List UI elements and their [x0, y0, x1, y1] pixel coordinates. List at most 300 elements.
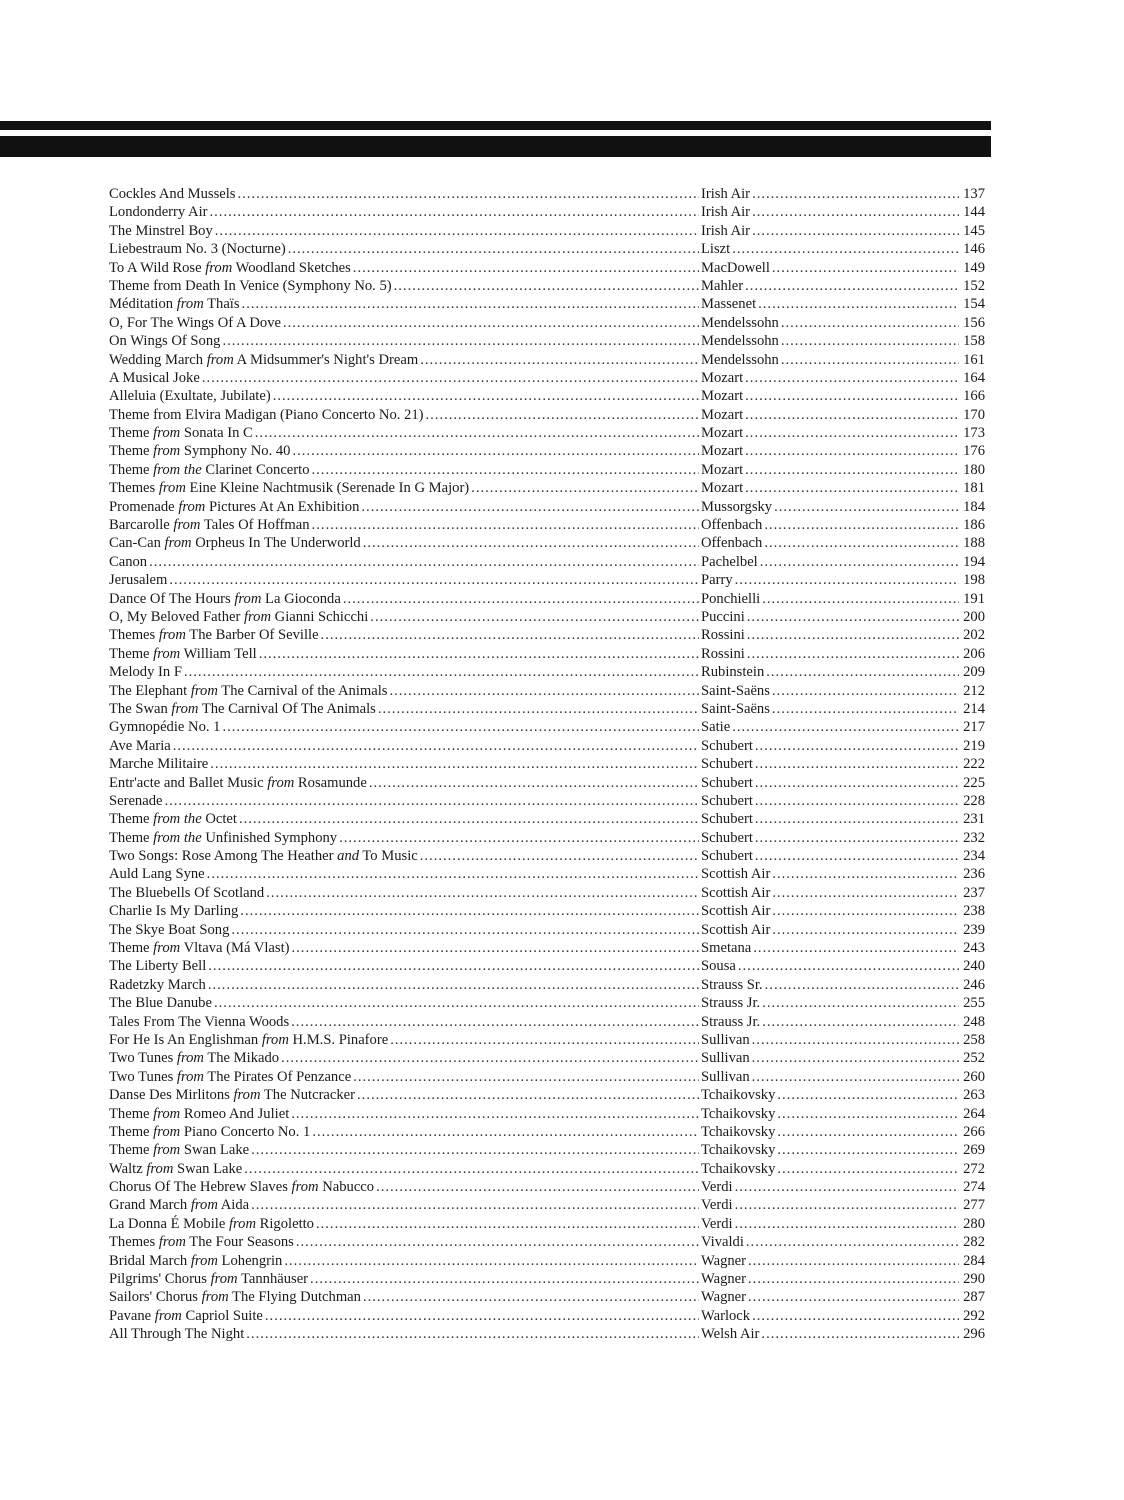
composer-cell [701, 185, 985, 203]
title [109, 1215, 314, 1233]
page-number: 194 [963, 553, 985, 570]
title [109, 755, 208, 773]
page-number: 243 [963, 940, 985, 957]
title-post: Nabucco [318, 1179, 375, 1196]
title-pre: Theme [109, 461, 154, 478]
title-post: Capriol Suite [181, 1307, 263, 1324]
composer-cell [701, 351, 985, 369]
toc-entry [109, 553, 985, 571]
composer-cell [701, 534, 985, 552]
page-number: 225 [963, 774, 985, 791]
composer-cell [701, 240, 985, 258]
composer-cell [701, 571, 985, 589]
title-pre: O, For The Wings Of A Dove [109, 314, 281, 331]
title [109, 1233, 294, 1251]
leader-dots [292, 939, 700, 957]
composer-cell [701, 700, 985, 718]
page-number: 248 [963, 1013, 985, 1030]
composer-cell [701, 1031, 985, 1049]
title-em: from [153, 443, 181, 460]
title [109, 277, 392, 295]
leader-dots [259, 645, 699, 663]
title-cell [109, 921, 701, 939]
title-cell [109, 847, 701, 865]
toc-entry [109, 185, 985, 203]
title-pre: Theme from Death In Venice (Symphony No. 5) [109, 277, 392, 294]
title-pre: Tales From The Vienna Woods [109, 1013, 290, 1030]
title-em: from [153, 940, 181, 957]
title-cell [109, 718, 701, 736]
title-cell [109, 1068, 701, 1086]
title-post: Tales Of Hoffman [200, 517, 310, 534]
leader-dots [766, 663, 959, 681]
leader-dots [284, 1252, 699, 1270]
title-post: La Gioconda [261, 590, 341, 607]
composer-cell [701, 1123, 985, 1141]
composer: Strauss Sr. [701, 976, 763, 993]
title-cell [109, 1196, 701, 1214]
title-cell [109, 277, 701, 295]
page-number: 260 [963, 1068, 985, 1085]
leader-dots [246, 1325, 699, 1343]
composer-cell [701, 663, 985, 681]
page-number: 231 [963, 811, 985, 828]
toc-entry [109, 1049, 985, 1067]
toc-entry [109, 1105, 985, 1123]
title-cell [109, 314, 701, 332]
composer-cell [701, 682, 985, 700]
title-em: from [261, 1031, 289, 1048]
leader-dots [772, 921, 959, 939]
toc-entry [109, 1123, 985, 1141]
title-post: Rigoletto [256, 1215, 314, 1232]
leader-dots [745, 479, 959, 497]
leader-dots [291, 1013, 699, 1031]
title-cell [109, 516, 701, 534]
toc-entry [109, 1178, 985, 1196]
leader-dots [292, 442, 699, 460]
leader-dots [231, 921, 699, 939]
leader-dots [755, 792, 959, 810]
title-cell [109, 1325, 701, 1343]
title-em: from [201, 1289, 229, 1306]
toc-entry [109, 314, 985, 332]
title [109, 865, 205, 883]
title [109, 185, 235, 203]
title-em: from [190, 682, 218, 699]
title-post: A Midsummer's Night's Dream [233, 351, 419, 368]
toc-entry [109, 792, 985, 810]
leader-dots [758, 295, 959, 313]
title [109, 590, 341, 608]
toc-entry [109, 479, 985, 497]
toc-entry [109, 259, 985, 277]
composer: Tchaikovsky [701, 1087, 776, 1104]
page-number: 166 [963, 388, 985, 405]
composer: Tchaikovsky [701, 1160, 776, 1177]
leader-dots [747, 626, 959, 644]
toc-entry [109, 461, 985, 479]
toc-entry [109, 534, 985, 552]
title-pre: Grand March [109, 1197, 191, 1214]
title [109, 921, 229, 939]
composer: Ponchielli [701, 590, 761, 607]
composer: Wagner [701, 1252, 747, 1269]
toc-entry [109, 277, 985, 295]
title [109, 1141, 249, 1159]
page-number: 170 [963, 406, 985, 423]
page-number: 191 [963, 590, 985, 607]
composer: Parry [701, 572, 733, 589]
leader-dots [281, 1049, 699, 1067]
composer-cell [701, 939, 985, 957]
leader-dots [361, 498, 699, 516]
composer: Sullivan [701, 1031, 750, 1048]
title-pre: A Musical Joke [109, 369, 200, 386]
title [109, 498, 359, 516]
title [109, 332, 220, 350]
toc-entry [109, 976, 985, 994]
page-number: 198 [963, 572, 985, 589]
leader-dots [748, 1252, 959, 1270]
composer-cell [701, 884, 985, 902]
leader-dots [772, 884, 959, 902]
title-cell [109, 553, 701, 571]
title-cell [109, 829, 701, 847]
page-number: 146 [963, 241, 985, 258]
leader-dots [214, 994, 699, 1012]
composer: MacDowell [701, 259, 770, 276]
title-em: from the [153, 829, 202, 846]
page-number: 274 [963, 1179, 985, 1196]
title-pre: Themes [109, 480, 159, 497]
title-cell [109, 700, 701, 718]
leader-dots [343, 590, 699, 608]
title-pre: Can-Can [109, 535, 165, 552]
page-number: 176 [963, 443, 985, 460]
composer-cell [701, 369, 985, 387]
toc-entry [109, 774, 985, 792]
composer: Massenet [701, 296, 757, 313]
leader-dots [752, 1049, 959, 1067]
title-em: from [228, 1215, 256, 1232]
page-number: 137 [963, 186, 985, 202]
title-pre: Chorus Of The Hebrew Slaves [109, 1179, 292, 1196]
title [109, 1160, 242, 1178]
composer: Sousa [701, 958, 736, 975]
title-post: The Mikado [203, 1050, 280, 1067]
leader-dots [735, 1215, 959, 1233]
toc-entry [109, 203, 985, 221]
title-post: The Four Seasons [185, 1234, 294, 1251]
title-cell [109, 498, 701, 516]
toc-entry [109, 847, 985, 865]
title-pre: Theme [109, 425, 154, 442]
title [109, 718, 220, 736]
header-rule-thin [0, 121, 991, 130]
composer-cell [701, 755, 985, 773]
composer-cell [701, 553, 985, 571]
title-pre: The Swan [109, 700, 172, 717]
leader-dots [273, 387, 699, 405]
page-number: 144 [963, 204, 985, 221]
composer-cell [701, 1178, 985, 1196]
toc-entry [109, 737, 985, 755]
leader-dots [210, 755, 699, 773]
composer: Scottish Air [701, 866, 771, 883]
composer-cell [701, 957, 985, 975]
leader-dots [752, 1068, 959, 1086]
toc-entry [109, 1233, 985, 1251]
toc-entry [109, 1252, 985, 1270]
page-number: 217 [963, 719, 985, 736]
title-cell [109, 424, 701, 442]
title [109, 1086, 355, 1104]
title-cell [109, 884, 701, 902]
leader-dots [752, 203, 959, 221]
leader-dots [777, 1105, 959, 1123]
leader-dots [747, 608, 959, 626]
toc-entry [109, 829, 985, 847]
leader-dots [781, 351, 959, 369]
composer: Scottish Air [701, 921, 771, 938]
title-em: from [171, 700, 199, 717]
composer: Scottish Air [701, 884, 771, 901]
leader-dots [772, 865, 959, 883]
page-number: 219 [963, 737, 985, 754]
composer-cell [701, 479, 985, 497]
title-cell [109, 1013, 701, 1031]
leader-dots [752, 185, 959, 203]
composer-cell [701, 737, 985, 755]
title-pre: Serenade [109, 792, 163, 809]
toc-entry [109, 1031, 985, 1049]
title-cell [109, 939, 701, 957]
composer-cell [701, 1160, 985, 1178]
composer: Mozart [701, 461, 744, 478]
toc-entry [109, 663, 985, 681]
title-em: from the [153, 811, 202, 828]
toc-entry [109, 718, 985, 736]
page-number: 164 [963, 369, 985, 386]
leader-dots [735, 571, 959, 589]
title-post: Aida [217, 1197, 250, 1214]
toc-entry [109, 222, 985, 240]
composer: Offenbach [701, 535, 763, 552]
title [109, 847, 418, 865]
leader-dots [772, 682, 959, 700]
leader-dots [251, 1196, 699, 1214]
title-post: Romeo And Juliet [180, 1105, 290, 1122]
title-pre: Charlie Is My Darling [109, 903, 239, 920]
toc-entry [109, 1160, 985, 1178]
toc-entry [109, 240, 985, 258]
leader-dots [266, 884, 699, 902]
composer: Tchaikovsky [701, 1105, 776, 1122]
leader-dots [239, 810, 699, 828]
composer-cell [701, 1215, 985, 1233]
title-cell [109, 737, 701, 755]
title-cell [109, 755, 701, 773]
title-cell [109, 994, 701, 1012]
title [109, 1270, 308, 1288]
leader-dots [363, 1288, 699, 1306]
page-number: 200 [963, 608, 985, 625]
title [109, 957, 206, 975]
toc-entry [109, 1013, 985, 1031]
header-rule-thick [0, 136, 991, 157]
composer: Mozart [701, 406, 744, 423]
title [109, 1068, 351, 1086]
title-cell [109, 1178, 701, 1196]
composer-cell [701, 406, 985, 424]
title-pre: On Wings Of Song [109, 333, 221, 350]
composer: Offenbach [701, 517, 763, 534]
title-pre: To A Wild Rose [109, 259, 206, 276]
title [109, 553, 147, 571]
leader-dots [746, 1233, 959, 1251]
toc-entry [109, 387, 985, 405]
title-pre: Themes [109, 1234, 159, 1251]
title-em: from [153, 1105, 181, 1122]
title-em: from [153, 645, 181, 662]
title-pre: Alleluia (Exultate, Jubilate) [109, 388, 271, 405]
leader-dots [353, 259, 699, 277]
title-pre: Gymnopédie No. 1 [109, 719, 221, 736]
composer-cell [701, 1233, 985, 1251]
composer-cell [701, 921, 985, 939]
leader-dots [394, 277, 699, 295]
composer: Sullivan [701, 1068, 750, 1085]
title-em: from [205, 259, 233, 276]
page-number: 237 [963, 884, 985, 901]
title-cell [109, 222, 701, 240]
title-cell [109, 1307, 701, 1325]
title-post: Eine Kleine Nachtmusik (Serenade In G Major) [185, 480, 470, 497]
composer: Schubert [701, 829, 753, 846]
title-cell [109, 1123, 701, 1141]
composer-cell [701, 498, 985, 516]
leader-dots [735, 1178, 959, 1196]
title-cell [109, 976, 701, 994]
title [109, 571, 167, 589]
title [109, 700, 376, 718]
toc-entry [109, 957, 985, 975]
leader-dots [762, 1013, 959, 1031]
composer: Puccini [701, 608, 745, 625]
composer-cell [701, 994, 985, 1012]
title-cell [109, 957, 701, 975]
composer: Sullivan [701, 1050, 750, 1067]
title-cell [109, 1270, 701, 1288]
toc-entry [109, 332, 985, 350]
composer: Schubert [701, 737, 753, 754]
leader-dots [760, 553, 959, 571]
composer: Irish Air [701, 186, 751, 202]
title-pre: Promenade [109, 498, 179, 515]
title-pre: Theme [109, 1142, 154, 1159]
page-number: 236 [963, 866, 985, 883]
title-pre: Auld Lang Syne [109, 866, 205, 883]
composer: Strauss Jr. [701, 1013, 761, 1030]
leader-dots [752, 1031, 959, 1049]
composer: Mussorgsky [701, 498, 773, 515]
page-number: 222 [963, 756, 985, 773]
composer-cell [701, 645, 985, 663]
leader-dots [752, 1307, 959, 1325]
page-number: 263 [963, 1087, 985, 1104]
toc-entry [109, 1288, 985, 1306]
leader-dots [312, 516, 699, 534]
leader-dots [762, 994, 959, 1012]
title [109, 534, 361, 552]
title-pre: Wedding March [109, 351, 207, 368]
leader-dots [242, 295, 699, 313]
toc-entry [109, 1068, 985, 1086]
toc-entry [109, 645, 985, 663]
leader-dots [420, 351, 699, 369]
composer: Tchaikovsky [701, 1142, 776, 1159]
page-number: 272 [963, 1160, 985, 1177]
leader-dots [761, 1325, 959, 1343]
title-cell [109, 295, 701, 313]
page-number: 280 [963, 1215, 985, 1232]
composer: Schubert [701, 774, 753, 791]
title [109, 314, 281, 332]
toc-entry [109, 608, 985, 626]
composer-cell [701, 424, 985, 442]
toc-entry [109, 369, 985, 387]
leader-dots [471, 479, 699, 497]
title-post: Swan Lake [173, 1160, 243, 1177]
composer-cell [701, 976, 985, 994]
leader-dots [321, 626, 699, 644]
title-cell [109, 406, 701, 424]
composer-cell [701, 1325, 985, 1343]
title-em: from [158, 1234, 186, 1251]
toc-entry [109, 902, 985, 920]
toc-entry [109, 939, 985, 957]
composer: Liszt [701, 241, 731, 258]
title [109, 222, 213, 240]
leader-dots [755, 755, 959, 773]
composer-cell [701, 295, 985, 313]
title-pre: O, My Beloved Father [109, 608, 244, 625]
title-pre: Jerusalem [109, 572, 168, 589]
page-number: 277 [963, 1197, 985, 1214]
toc-entry [109, 994, 985, 1012]
composer: Verdi [701, 1197, 733, 1214]
title-cell [109, 240, 701, 258]
title [109, 479, 469, 497]
title-pre: Theme [109, 443, 154, 460]
toc-entry [109, 884, 985, 902]
composer: Rossini [701, 645, 745, 662]
leader-dots [755, 810, 959, 828]
composer-cell [701, 774, 985, 792]
composer-cell [701, 1307, 985, 1325]
leader-dots [755, 774, 959, 792]
page-number: 246 [963, 976, 985, 993]
composer-cell [701, 847, 985, 865]
title [109, 351, 418, 369]
leader-dots [184, 663, 699, 681]
title-em: from [233, 1087, 261, 1104]
leader-dots [376, 1178, 699, 1196]
title-pre: Canon [109, 553, 148, 570]
toc-entry [109, 590, 985, 608]
page-number: 206 [963, 645, 985, 662]
